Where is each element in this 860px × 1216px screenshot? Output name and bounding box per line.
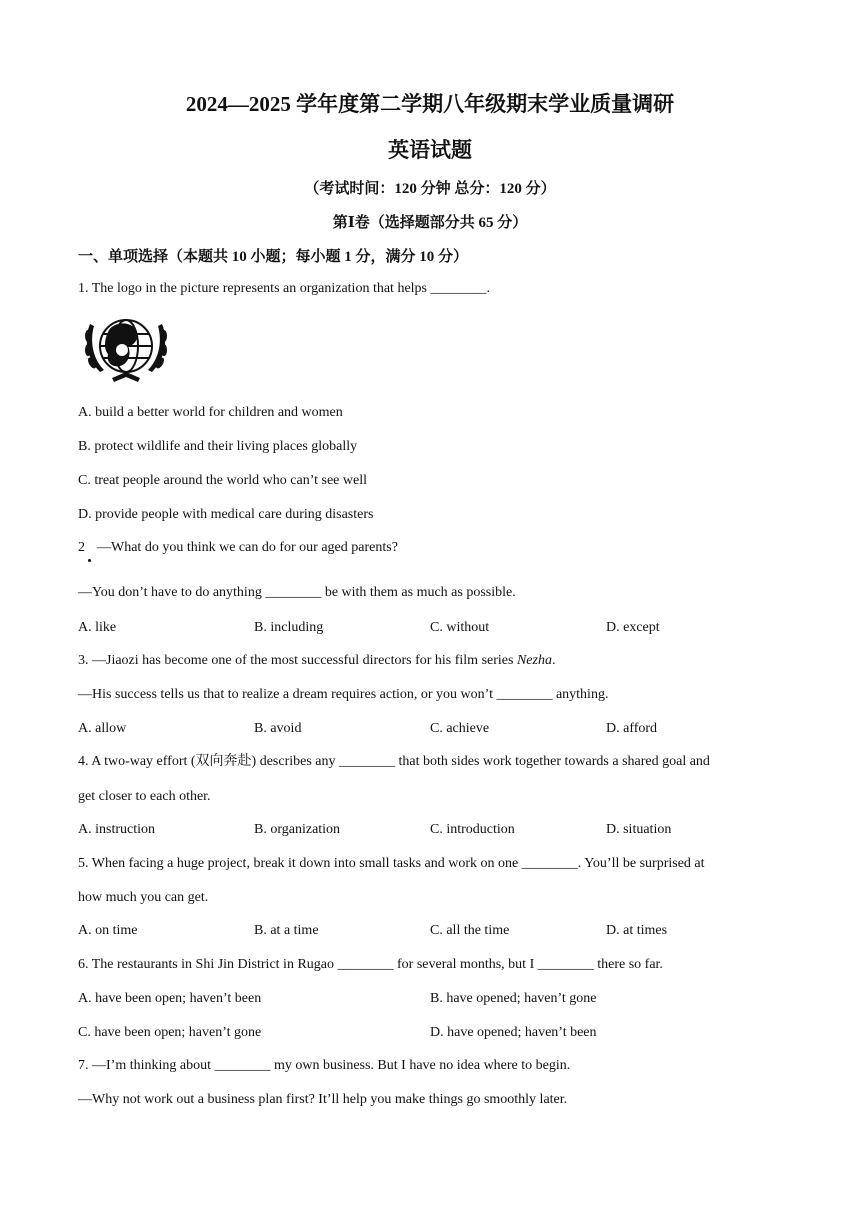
question-4-option-d: D. situation [606,822,672,837]
question-1-option-c: C. treat people around the world who can’t see well [78,473,367,488]
question-2-line-2: —You don’t have to do anything ________ be with them as much as possible. [78,585,516,600]
question-3-option-a: A. allow [78,721,127,736]
question-1-option-a: A. build a better world for children and women [78,405,343,420]
exam-subject: 英语试题 [388,138,472,162]
question-4-option-a: A. instruction [78,822,155,837]
question-2-number: 2 [78,540,85,555]
un-logo-icon [78,310,174,390]
question-6-option-b: B. have opened; haven’t gone [430,991,597,1006]
question-1-stem: 1. The logo in the picture represents an organization that helps ________. [78,281,490,296]
question-6-option-d: D. have opened; haven’t been [430,1025,597,1040]
question-6-option-a: A. have been open; haven’t been [78,991,262,1006]
question-2-option-b: B. including [254,620,324,635]
question-4-option-b: B. organization [254,822,341,837]
question-1-option-b: B. protect wildlife and their living places globally [78,439,358,454]
question-2-line-1: —What do you think we can do for our aged parents? [97,540,398,555]
question-3-option-c: C. achieve [430,721,490,736]
exam-title: 2024—2025 学年度第二学期八年级期末学业质量调研 [185,92,675,116]
question-3-line-2: —His success tells us that to realize a dream requires action, or you won’t ________ anything. [78,687,609,702]
question-5-option-a: A. on time [78,923,138,938]
question-3-option-b: B. avoid [254,721,302,736]
question-5-option-b: B. at a time [254,923,319,938]
film-title: Nezha [516,653,552,668]
question-2-option-a: A. like [78,620,117,635]
question-1-option-d: D. provide people with medical care during disasters [78,507,374,522]
question-4-line-2: get closer to each other. [78,789,211,804]
volume-heading: 第Ⅰ卷（选择题部分共 65 分） [332,215,528,231]
question-5-option-c: C. all the time [430,923,510,938]
question-5-line-1: 5. When facing a huge project, break it down into small tasks and work on one ________. You’ll be surprised at [78,856,705,871]
question-5-option-d: D. at times [606,923,668,938]
exam-info: （考试时间：120 分钟 总分：120 分） [304,181,556,197]
section-heading: 一、单项选择（本题共 10 小题；每小题 1 分，满分 10 分） [78,249,469,265]
question-5-line-2: how much you can get. [78,890,209,905]
question-4-line-1: 4. A two-way effort (双向奔赴) describes any ________ that both sides work together towards a shared goal and [78,754,710,769]
question-6-option-c: C. have been open; haven’t gone [78,1025,262,1040]
question-3-line-1: 3. —Jiaozi has become one of the most successful directors for his film series Nezha. [78,653,556,668]
question-2-option-d: D. except [606,620,660,635]
question-3-option-d: D. afford [606,721,658,736]
question-2-dot [88,559,91,562]
question-6-line-1: 6. The restaurants in Shi Jin District in Rugao ________ for several months, but I ________ there so far. [78,957,663,972]
question-4-option-c: C. introduction [430,822,515,837]
question-2-option-c: C. without [430,620,490,635]
question-7-line-1: 7. —I’m thinking about ________ my own business. But I have no idea where to begin. [78,1058,571,1073]
question-7-line-2: —Why not work out a business plan first? It’ll help you make things go smoothly later. [78,1092,568,1107]
